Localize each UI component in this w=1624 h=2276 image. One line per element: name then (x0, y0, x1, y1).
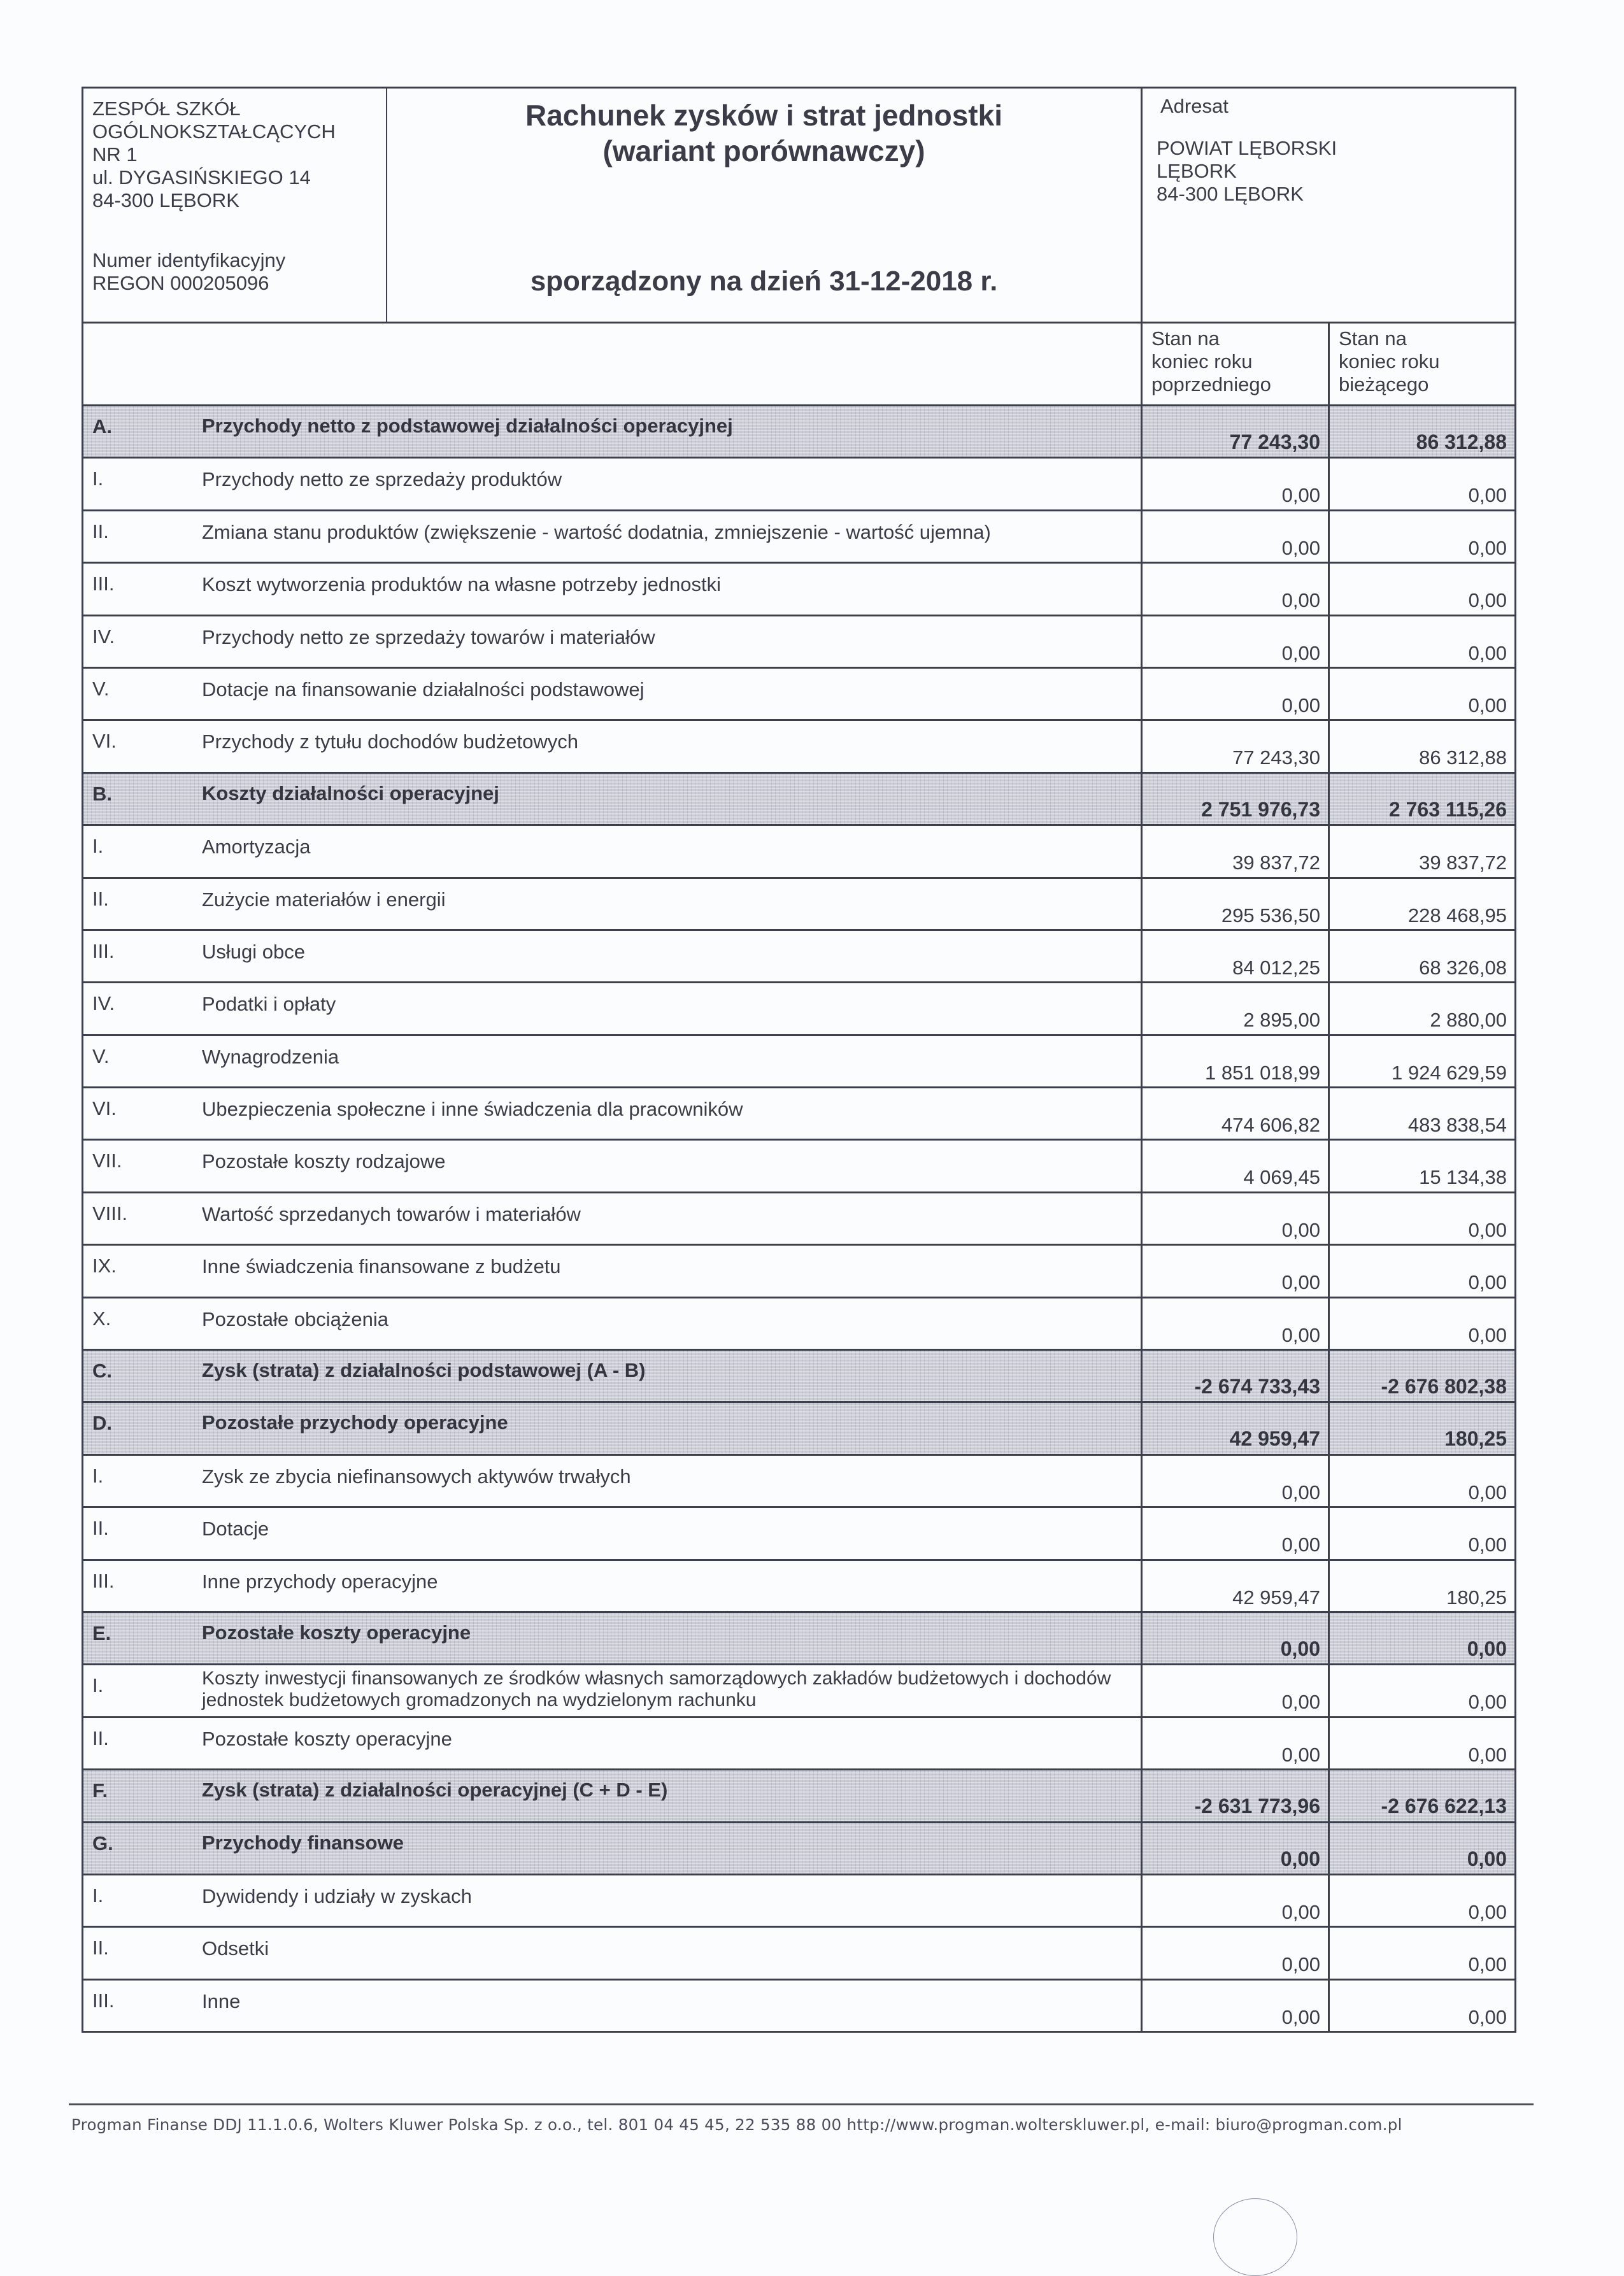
statement-table (82, 404, 1516, 2033)
value-previous-year: 39 837,72 (1141, 826, 1330, 876)
table-row (83, 1926, 1514, 1978)
value-current-year: 68 326,08 (1419, 956, 1507, 979)
table-row (83, 1139, 1514, 1191)
value-previous-year: 1 851 018,99 (1141, 1036, 1330, 1086)
value-current-year: 0,00 (1468, 589, 1507, 612)
value-current-year: 0,00 (1468, 1271, 1507, 1294)
row-number: I. (92, 835, 104, 858)
value-current-year: 2 880,00 (1430, 1009, 1507, 1032)
value-current-year: 483 838,54 (1407, 1114, 1507, 1137)
row-number: IV. (92, 992, 115, 1015)
value-current-year: 0,00 (1467, 1637, 1507, 1660)
row-label: Zmiana stanu produktów (zwiększenie - wartość dodatnia, zmniejszenie - wartość ujemna) (202, 520, 991, 543)
value-current-year: 0,00 (1468, 693, 1507, 716)
row-label: Pozostałe koszty rodzajowe (202, 1150, 446, 1173)
value-previous-year: 84 012,25 (1141, 931, 1330, 981)
form-header (82, 87, 1516, 322)
row-number: VII. (92, 1149, 122, 1172)
row-label: Wynagrodzenia (202, 1045, 339, 1068)
row-label: Pozostałe obciążenia (202, 1307, 388, 1330)
value-current-year: 0,00 (1468, 484, 1507, 507)
entity-block (83, 89, 387, 322)
table-row (83, 1244, 1514, 1296)
table-row (83, 719, 1514, 771)
addressee-block (1143, 89, 1514, 322)
table-row (83, 824, 1514, 876)
value-current-year: 86 312,88 (1416, 430, 1507, 453)
row-label: Pozostałe przychody operacyjne (202, 1411, 508, 1434)
row-number: III. (92, 573, 115, 595)
id-label: Numer identyfikacyjny (92, 249, 286, 271)
row-number: III. (92, 939, 115, 962)
table-row (83, 1874, 1514, 1926)
row-label: Wartość sprzedanych towarów i materiałów (202, 1202, 581, 1225)
row-number: B. (92, 782, 112, 805)
row-label: Dotacje na finansowanie działalności podstawowej (202, 678, 645, 701)
table-row (83, 929, 1514, 981)
row-number: VI. (92, 730, 117, 753)
value-previous-year: 42 959,47 (1141, 1403, 1330, 1453)
value-previous-year: 0,00 (1141, 511, 1330, 562)
table-row (83, 1191, 1514, 1244)
table-row (83, 1297, 1514, 1349)
entity-line: 84-300 LĘBORK (92, 189, 239, 211)
value-current-year: 180,25 (1446, 1586, 1507, 1609)
row-number: VIII. (92, 1202, 128, 1225)
value-previous-year: 77 243,30 (1141, 406, 1330, 457)
col-header-line: koniec roku (1151, 350, 1253, 373)
value-previous-year: 0,00 (1141, 459, 1330, 509)
row-number: I. (92, 467, 104, 490)
value-previous-year: -2 674 733,43 (1141, 1351, 1330, 1401)
row-number: V. (92, 1044, 110, 1067)
title-line-2: (wariant porównawczy) (602, 134, 925, 167)
value-previous-year: 0,00 (1141, 1456, 1330, 1506)
addressee-line: 84-300 LĘBORK (1157, 183, 1304, 205)
row-label: Zużycie materiałów i energii (202, 888, 446, 911)
row-number: VI. (92, 1097, 117, 1120)
row-label: Ubezpieczenia społeczne i inne świadczenia dla pracowników (202, 1098, 743, 1121)
row-number: A. (92, 415, 112, 437)
row-number: IV. (92, 625, 115, 648)
row-number: II. (92, 887, 109, 910)
value-previous-year: 2 751 976,73 (1141, 774, 1330, 824)
row-number: III. (92, 1569, 115, 1592)
report-date: sporządzony na dzień 31-12-2018 r. (530, 266, 998, 297)
table-row (83, 981, 1514, 1034)
col-header-line: Stan na (1151, 327, 1220, 350)
value-current-year: 86 312,88 (1419, 746, 1507, 769)
row-number: F. (92, 1779, 108, 1802)
section-row (83, 1401, 1514, 1453)
col-header-line: Stan na (1339, 327, 1407, 350)
value-current-year: 0,00 (1467, 1847, 1507, 1870)
value-previous-year: 0,00 (1141, 1875, 1330, 1926)
table-row (83, 877, 1514, 929)
row-number: IX. (92, 1255, 117, 1277)
row-number: C. (92, 1360, 112, 1383)
col-header-line: poprzedniego (1151, 373, 1271, 395)
value-previous-year: 42 959,47 (1141, 1561, 1330, 1611)
footer-divider (69, 2103, 1534, 2105)
row-label: Przychody netto z podstawowej działalności operacyjnej (202, 415, 733, 437)
table-row (83, 1454, 1514, 1506)
value-current-year: 0,00 (1468, 1900, 1507, 1923)
entity-line: ul. DYGASIŃSKIEGO 14 (92, 166, 311, 188)
row-label: Inne świadczenia finansowane z budżetu (202, 1255, 561, 1278)
value-current-year: 0,00 (1468, 641, 1507, 664)
section-row (83, 404, 1514, 457)
row-label: Przychody netto ze sprzedaży towarów i materiałów (202, 625, 655, 648)
table-row (83, 1559, 1514, 1611)
table-row (83, 1034, 1514, 1086)
row-label: Podatki i opłaty (202, 993, 336, 1016)
value-current-year: 0,00 (1468, 1218, 1507, 1241)
row-number: D. (92, 1412, 112, 1435)
row-number: X. (92, 1307, 111, 1330)
row-number: I. (92, 1464, 104, 1487)
row-number: V. (92, 677, 110, 700)
entity-line: NR 1 (92, 143, 138, 166)
column-header-previous-year (1141, 324, 1330, 404)
section-row (83, 1821, 1514, 1874)
value-current-year: 180,25 (1444, 1427, 1507, 1451)
row-label: Amortyzacja (202, 836, 311, 858)
value-previous-year: 0,00 (1141, 1508, 1330, 1558)
income-statement-form (82, 87, 1516, 2033)
row-number: II. (92, 1937, 109, 1959)
table-row (83, 1663, 1514, 1716)
col-header-line: koniec roku (1339, 350, 1440, 373)
value-current-year: 228 468,95 (1407, 904, 1507, 927)
row-number: II. (92, 520, 109, 543)
section-row (83, 772, 1514, 824)
value-previous-year: 0,00 (1141, 1928, 1330, 1978)
value-previous-year: 77 243,30 (1141, 721, 1330, 771)
value-current-year: 39 837,72 (1419, 851, 1507, 874)
row-label: Zysk ze zbycia niefinansowych aktywów trwałych (202, 1465, 631, 1488)
value-current-year: 0,00 (1468, 1691, 1507, 1714)
value-previous-year: 4 069,45 (1141, 1141, 1330, 1191)
value-current-year: 0,00 (1468, 1533, 1507, 1556)
value-current-year: 15 134,38 (1419, 1166, 1507, 1189)
entity-line: ZESPÓŁ SZKÓŁ (92, 97, 241, 120)
row-label: Koszty inwestycji finansowanych ze środków własnych samorządowych zakładów budżetowych i dochodów jednostek budżetowych gromadzonych na wydzielonym rachunku (202, 1668, 1111, 1711)
row-label: Dotacje (202, 1518, 269, 1540)
row-number: II. (92, 1517, 109, 1540)
value-previous-year: 0,00 (1141, 1613, 1330, 1663)
value-previous-year: 0,00 (1141, 1823, 1330, 1874)
value-current-year: 2 763 115,26 (1388, 797, 1507, 821)
value-previous-year: 0,00 (1141, 616, 1330, 667)
scan-mark (1213, 2198, 1297, 2276)
section-row (83, 1768, 1514, 1821)
row-label: Zysk (strata) z działalności operacyjnej (C + D - E) (202, 1779, 668, 1802)
addressee-line: POWIAT LĘBORSKI (1157, 137, 1337, 159)
value-current-year: 0,00 (1468, 1481, 1507, 1504)
row-label: Przychody netto ze sprzedaży produktów (202, 468, 562, 491)
addressee-line: LĘBORK (1157, 160, 1237, 182)
row-label: Pozostałe koszty operacyjne (202, 1727, 452, 1750)
row-label: Dywidendy i udziały w zyskach (202, 1884, 472, 1907)
value-current-year: 0,00 (1468, 536, 1507, 559)
table-row (83, 1716, 1514, 1768)
value-current-year: -2 676 802,38 (1381, 1375, 1507, 1398)
value-previous-year: 0,00 (1141, 564, 1330, 614)
table-row (83, 562, 1514, 614)
document-title (387, 97, 1141, 169)
table-row (83, 509, 1514, 562)
value-previous-year: 2 895,00 (1141, 983, 1330, 1034)
row-number: I. (92, 1674, 104, 1697)
section-row (83, 1349, 1514, 1401)
addressee-label: Adresat (1160, 95, 1229, 117)
value-previous-year: 0,00 (1141, 669, 1330, 719)
section-row (83, 1611, 1514, 1663)
row-number: III. (92, 1989, 115, 2012)
value-previous-year: -2 631 773,96 (1141, 1770, 1330, 1821)
entity-id (92, 249, 285, 295)
row-label: Zysk (strata) z działalności podstawowej (A - B) (202, 1359, 646, 1382)
row-label: Odsetki (202, 1937, 269, 1960)
title-line-1: Rachunek zysków i strat jednostki (525, 99, 1002, 132)
column-header-current-year (1330, 324, 1514, 404)
row-label: Inne (202, 1989, 241, 2012)
row-label: Przychody z tytułu dochodów budżetowych (202, 730, 579, 753)
table-row (83, 457, 1514, 509)
row-number: II. (92, 1726, 109, 1749)
software-footer: Progman Finanse DDJ 11.1.0.6, Wolters Kluwer Polska Sp. z o.o., tel. 801 04 45 45, 22 535 88 00 http://www.progman.wolterskluwer.pl, e-mail: biuro@progman.com.pl (71, 2116, 1402, 2134)
value-current-year: 0,00 (1468, 1743, 1507, 1766)
table-row (83, 1506, 1514, 1558)
row-number: G. (92, 1831, 113, 1854)
value-current-year: 1 924 629,59 (1391, 1061, 1507, 1084)
row-label: Koszt wytworzenia produktów na własne potrzeby jednostki (202, 573, 722, 596)
row-label: Przychody finansowe (202, 1831, 404, 1854)
row-label: Usługi obce (202, 940, 305, 963)
row-label: Koszty działalności operacyjnej (202, 781, 499, 804)
col-header-line: bieżącego (1339, 373, 1429, 395)
value-previous-year: 0,00 (1141, 1981, 1330, 2031)
table-row (83, 1086, 1514, 1139)
column-headers (82, 322, 1516, 404)
title-block (387, 89, 1143, 322)
table-row (83, 615, 1514, 667)
row-label: Inne przychody operacyjne (202, 1570, 438, 1593)
value-previous-year: 0,00 (1141, 1665, 1330, 1716)
row-number: E. (92, 1621, 111, 1644)
value-current-year: 0,00 (1468, 1953, 1507, 1976)
value-previous-year: 295 536,50 (1141, 879, 1330, 929)
value-current-year: -2 676 622,13 (1381, 1795, 1507, 1818)
row-number: I. (92, 1884, 104, 1907)
table-row (83, 667, 1514, 719)
value-previous-year: 0,00 (1141, 1193, 1330, 1244)
regon-number: REGON 000205096 (92, 272, 269, 294)
value-current-year: 0,00 (1468, 1323, 1507, 1346)
value-previous-year: 0,00 (1141, 1246, 1330, 1296)
row-label: Pozostałe koszty operacyjne (202, 1621, 471, 1644)
table-row (83, 1979, 1514, 2031)
value-current-year: 0,00 (1468, 2005, 1507, 2028)
value-previous-year: 0,00 (1141, 1718, 1330, 1768)
entity-line: OGÓLNOKSZTAŁCĄCYCH (92, 120, 336, 143)
value-previous-year: 0,00 (1141, 1298, 1330, 1349)
value-previous-year: 474 606,82 (1141, 1088, 1330, 1139)
